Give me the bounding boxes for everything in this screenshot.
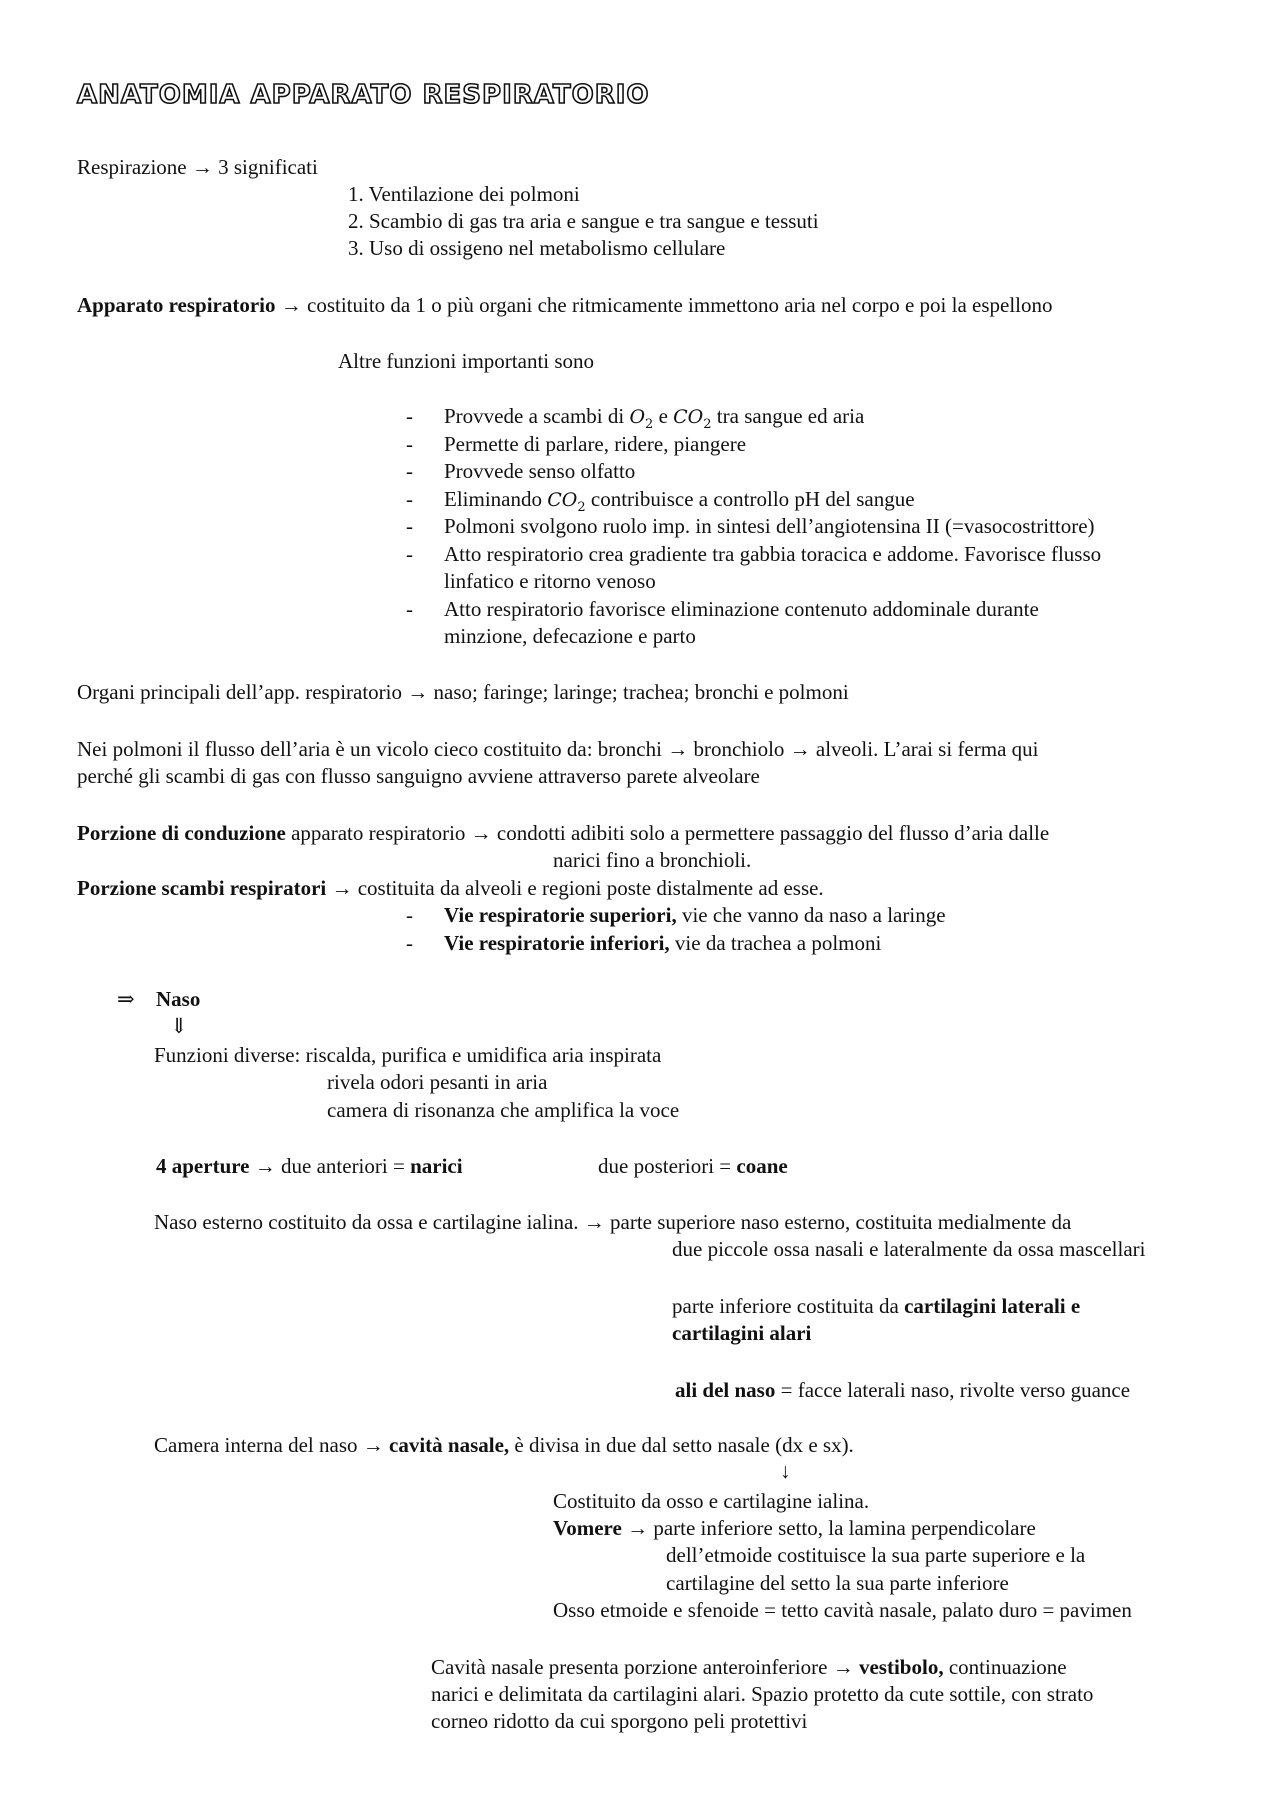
setto-costituito: Costituito da osso e cartilagine ialina. (553, 1489, 870, 1513)
altre-funzioni-label: Altre funzioni importanti sono (338, 349, 595, 373)
porzione-scambi: Porzione scambi respiratori → costituita da alveoli e regioni poste distalmente ad esse. (77, 876, 824, 900)
bullet-olfatto: Provvede senso olfatto (444, 459, 636, 483)
vomere-line-2: dell’etmoide costituisce la sua parte superiore e la (666, 1543, 1086, 1567)
tetto-pavimento: Osso etmoide e sfenoide = tetto cavità nasale, palato duro = pavimen (553, 1598, 1132, 1622)
bullet-gradiente-2: linfatico e ritorno venoso (444, 569, 656, 593)
respirazione-item-2: 2. Scambio di gas tra aria e sangue e tra sangue e tessuti (348, 209, 819, 233)
co2-formula: $CO_2$ (547, 489, 586, 515)
bullet-dash: - (406, 542, 413, 566)
vestibolo-line-2: narici e delimitata da cartilagini alari. Spazio protetto da cute sottile, con strato (431, 1682, 1094, 1706)
naso-heading: Naso (156, 987, 201, 1011)
vestibolo-line-3: corneo ridotto da cui sporgono peli protettivi (431, 1709, 808, 1733)
bullet-dash: - (406, 931, 413, 955)
vie-superiori: Vie respiratorie superiori, vie che vanno da naso a laringe (444, 903, 946, 927)
bullet-dash: - (406, 459, 413, 483)
aperture-anteriori: 4 aperture → due anteriori = narici (156, 1154, 463, 1178)
ali-del-naso: ali del naso = facce laterali naso, rivolte verso guance (675, 1378, 1131, 1402)
apparato-term: Apparato respiratorio (77, 293, 276, 317)
bullet-eliminazione-1: Atto respiratorio favorisce eliminazione contenuto addominale durante (444, 597, 1039, 621)
bullet-dash: - (406, 487, 413, 511)
bullet-dash: - (406, 597, 413, 621)
down-arrow: ↓ (780, 1459, 791, 1483)
organi-principali: Organi principali dell’app. respiratorio → naso; faringe; laringe; trachea; bronchi e polmoni (77, 680, 849, 704)
bullet-dash: - (406, 903, 413, 927)
camera-interna: Camera interna del naso → cavità nasale, è divisa in due dal setto nasale (dx e sx). (154, 1433, 854, 1457)
bullet-ph: Eliminando $CO_2$ contribuisce a controllo pH del sangue (444, 487, 915, 515)
vomere-line-1: Vomere → parte inferiore setto, la lamina perpendicolare (553, 1516, 1036, 1540)
polmoni-line-1: Nei polmoni il flusso dell’aria è un vicolo cieco costituito da: bronchi → bronchiolo → alveoli. L’arai si ferma qui (77, 737, 1039, 761)
respirazione-item-1: 1. Ventilazione dei polmoni (348, 182, 580, 206)
bullet-gradiente-1: Atto respiratorio crea gradiente tra gabbia toracica e addome. Favorisce flusso (444, 542, 1102, 566)
o2-formula: $O_2$ (629, 406, 654, 432)
implies-arrow: ⇒ (117, 987, 135, 1011)
apparato-definition (77, 292, 1053, 319)
co2-formula: $CO_2$ (673, 406, 712, 432)
page-title: ANATOMIA APPARATO RESPIRATORIO (77, 80, 650, 110)
funzioni-line-1: Funzioni diverse: riscalda, purifica e umidifica aria inspirata (154, 1043, 662, 1067)
bullet-dash: - (406, 432, 413, 456)
parte-inferiore-line-1: parte inferiore costituita da cartilagini laterali e (672, 1294, 1081, 1318)
respirazione-intro: Respirazione → 3 significati (77, 155, 318, 179)
vie-inferiori: Vie respiratorie inferiori, vie da trachea a polmoni (444, 931, 882, 955)
vestibolo-line-1: Cavità nasale presenta porzione anteroinferiore → vestibolo, continuazione (431, 1655, 1067, 1679)
bullet-eliminazione-2: minzione, defecazione e parto (444, 624, 696, 648)
bullet-dash: - (406, 404, 413, 428)
funzioni-line-3: camera di risonanza che amplifica la voce (327, 1098, 680, 1122)
naso-esterno-line-2: due piccole ossa nasali e lateralmente da ossa mascellari (672, 1237, 1146, 1261)
funzioni-line-2: rivela odori pesanti in aria (327, 1070, 548, 1094)
bullet-angiotensina: Polmoni svolgono ruolo imp. in sintesi dell’angiotensina II (=vasocostrittore) (444, 514, 1095, 538)
naso-esterno-line-1: Naso esterno costituito da ossa e cartilagine ialina. → parte superiore naso esterno, costituita medialmente da (154, 1210, 1072, 1234)
bullet-parlare: Permette di parlare, ridere, piangere (444, 432, 747, 456)
respirazione-item-3: 3. Uso di ossigeno nel metabolismo cellulare (348, 236, 726, 260)
polmoni-line-2: perché gli scambi di gas con flusso sanguigno avviene attraverso parete alveolare (77, 764, 760, 788)
porzione-conduzione-cont: narici fino a bronchioli. (553, 848, 752, 872)
apparato-text: → costituito da 1 o più organi che ritmicamente immettono aria nel corpo e poi la espellono (275, 293, 1053, 317)
bullet-dash: - (406, 514, 413, 538)
aperture-posteriori: due posteriori = coane (598, 1154, 788, 1178)
porzione-conduzione: Porzione di conduzione apparato respiratorio → condotti adibiti solo a permettere passaggio del flusso d’aria dalle (77, 821, 1050, 845)
parte-inferiore-line-2: cartilagini alari (672, 1321, 812, 1345)
bullet-scambi: Provvede a scambi di $O_2$ e $CO_2$ tra sangue ed aria (444, 404, 865, 432)
down-double-arrow: ⇓ (170, 1014, 188, 1038)
vomere-line-3: cartilagine del setto la sua parte inferiore (666, 1571, 1009, 1595)
